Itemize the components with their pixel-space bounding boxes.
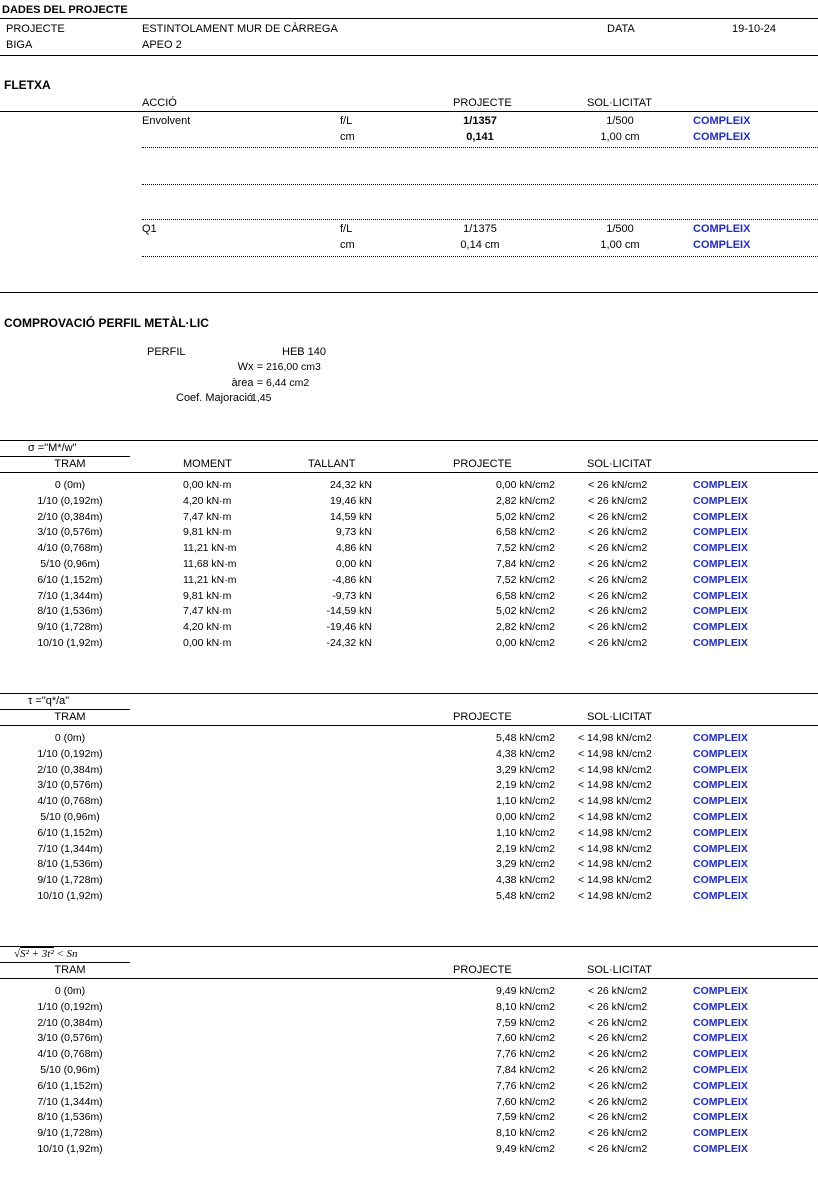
divider [0, 111, 818, 112]
table-row-tram: 4/10 (0,768m) [37, 795, 103, 808]
table-row-tram: 0 (0m) [54, 479, 86, 491]
status-badge: COMPLEIX [693, 779, 748, 792]
status-badge: COMPLEIX [693, 1016, 748, 1029]
table-row-moment: 7,47 kN·m [183, 510, 232, 523]
table-row-projecte: 7,76 kN/cm2 [496, 1079, 555, 1092]
divider [0, 55, 818, 56]
status-badge: COMPLEIX [693, 542, 748, 555]
status-badge: COMPLEIX [693, 1032, 748, 1045]
status-badge: COMPLEIX [693, 826, 748, 839]
table-row-projecte: 8,10 kN/cm2 [496, 1000, 555, 1013]
table-row-tram: 9/10 (1,728m) [37, 1127, 103, 1140]
table-row-tram: 4/10 (0,768m) [37, 1048, 103, 1061]
table-row-projecte: 3,29 kN/cm2 [496, 763, 555, 776]
table-row-sollicitat: < 14,98 kN/cm2 [578, 890, 652, 902]
combined-formula [14, 947, 78, 961]
fletxa-sollicitat: 1/500 [606, 223, 634, 235]
sigma-formula: σ ="M*/w" [28, 442, 77, 454]
table-row-projecte: 5,48 kN/cm2 [496, 732, 555, 744]
table-row-sollicitat: < 14,98 kN/cm2 [578, 858, 652, 871]
table-row-sollicitat: < 26 kN/cm2 [588, 1143, 648, 1155]
col-header-sollicitat: SOL·LICITAT [587, 458, 652, 470]
table-row-sollicitat: < 26 kN/cm2 [588, 1127, 648, 1140]
section-title-perfil: COMPROVACIÓ PERFIL METÀL·LIC [4, 316, 209, 330]
fletxa-sollicitat: 1/500 [606, 115, 634, 127]
divider [0, 978, 818, 979]
dotted-divider [142, 219, 818, 220]
table-row-moment: 0,00 kN·m [183, 637, 232, 649]
table-row-sollicitat: < 26 kN/cm2 [588, 558, 648, 570]
col-header-sollicitat: SOL·LICITAT [587, 964, 652, 976]
divider [0, 18, 818, 19]
table-row-tallant: 4,86 kN [335, 542, 372, 555]
table-row-projecte: 7,76 kN/cm2 [496, 1048, 555, 1061]
fletxa-unit: cm [340, 131, 355, 143]
table-row-moment: 4,20 kN·m [183, 621, 232, 634]
table-row-tram: 6/10 (1,152m) [37, 573, 103, 586]
table-row-projecte: 5,02 kN/cm2 [496, 605, 555, 618]
status-badge: COMPLEIX [693, 890, 748, 902]
table-row-sollicitat: < 26 kN/cm2 [588, 494, 648, 507]
fletxa-unit: cm [340, 239, 355, 251]
table-row-moment: 9,81 kN·m [183, 589, 232, 602]
table-row-tallant: -14,59 kN [326, 605, 372, 618]
perfil-value: HEB 140 [282, 346, 327, 358]
fletxa-projecte: 1/1375 [463, 223, 497, 235]
divider [0, 725, 818, 726]
table-row-sollicitat: < 26 kN/cm2 [588, 1064, 648, 1076]
table-row-tram: 5/10 (0,96m) [40, 558, 100, 570]
table-row-moment: 4,20 kN·m [183, 494, 232, 507]
wx-value: 216,00 cm3 [266, 361, 321, 373]
table-row-projecte: 7,52 kN/cm2 [496, 573, 555, 586]
status-badge: COMPLEIX [693, 239, 751, 251]
status-badge: COMPLEIX [693, 985, 748, 997]
col-header-tallant: TALLANT [308, 458, 356, 470]
tau-formula: τ ="q*/a" [28, 695, 70, 707]
status-badge: COMPLEIX [693, 1000, 748, 1013]
table-row-sollicitat: < 26 kN/cm2 [588, 985, 648, 997]
wx-label: Wx = [237, 361, 263, 373]
table-row-sollicitat: < 26 kN/cm2 [588, 573, 648, 586]
status-badge: COMPLEIX [693, 874, 748, 887]
perfil-label: PERFIL [147, 346, 186, 358]
table-row-tram: 1/10 (0,192m) [37, 747, 103, 760]
status-badge: COMPLEIX [693, 1079, 748, 1092]
table-row-sollicitat: < 14,98 kN/cm2 [578, 842, 652, 855]
fletxa-projecte: 0,14 cm [460, 239, 500, 251]
status-badge: COMPLEIX [693, 1111, 748, 1124]
status-badge: COMPLEIX [693, 115, 751, 127]
table-row-sollicitat: < 26 kN/cm2 [588, 1048, 648, 1061]
table-row-projecte: 8,10 kN/cm2 [496, 1127, 555, 1140]
coef-label: Coef. Majoració [176, 392, 254, 404]
table-row-tram: 8/10 (1,536m) [37, 1111, 103, 1124]
table-row-sollicitat: < 26 kN/cm2 [588, 1016, 648, 1029]
table-row-tram: 1/10 (0,192m) [37, 1000, 103, 1013]
table-row-sollicitat: < 14,98 kN/cm2 [578, 874, 652, 887]
status-badge: COMPLEIX [693, 858, 748, 871]
table-row-sollicitat: < 26 kN/cm2 [588, 1079, 648, 1092]
dotted-divider [142, 147, 818, 148]
table-row-moment: 11,21 kN·m [183, 573, 237, 586]
projecte-value: ESTINTOLAMENT MUR DE CÀRREGA [142, 23, 338, 35]
divider [0, 693, 818, 694]
table-row-sollicitat: < 26 kN/cm2 [588, 542, 648, 555]
table-row-projecte: 7,84 kN/cm2 [496, 1064, 555, 1076]
col-header-projecte: PROJECTE [453, 711, 512, 723]
section-title-fletxa: FLETXA [4, 78, 51, 92]
col-header-tram: TRAM [54, 711, 86, 723]
table-row-tram: 9/10 (1,728m) [37, 874, 103, 887]
col-header-tram: TRAM [54, 964, 86, 976]
status-badge: COMPLEIX [693, 842, 748, 855]
table-row-tram: 0 (0m) [54, 732, 86, 744]
table-row-tram: 2/10 (0,384m) [37, 763, 103, 776]
col-header-tram: TRAM [54, 458, 86, 470]
divider [0, 292, 818, 293]
table-row-projecte: 2,82 kN/cm2 [496, 494, 555, 507]
table-row-projecte: 2,82 kN/cm2 [496, 621, 555, 634]
section-title-dades: DADES DEL PROJECTE [2, 4, 128, 16]
table-row-projecte: 7,59 kN/cm2 [496, 1111, 555, 1124]
table-row-moment: 0,00 kN·m [183, 479, 232, 491]
table-row-tram: 6/10 (1,152m) [37, 826, 103, 839]
table-row-projecte: 4,38 kN/cm2 [496, 747, 555, 760]
data-value: 19-10-24 [732, 23, 777, 35]
table-row-moment: 9,81 kN·m [183, 526, 232, 539]
table-row-tallant: -4,86 kN [332, 573, 372, 586]
status-badge: COMPLEIX [693, 510, 748, 523]
table-row-sollicitat: < 14,98 kN/cm2 [578, 826, 652, 839]
table-row-tallant: -24,32 kN [326, 637, 372, 649]
table-row-sollicitat: < 26 kN/cm2 [588, 510, 648, 523]
divider [0, 440, 818, 441]
status-badge: COMPLEIX [693, 605, 748, 618]
table-row-projecte: 1,10 kN/cm2 [496, 826, 555, 839]
table-row-tallant: -19,46 kN [326, 621, 372, 634]
table-row-projecte: 7,52 kN/cm2 [496, 542, 555, 555]
status-badge: COMPLEIX [693, 589, 748, 602]
col-header-projecte: PROJECTE [453, 97, 512, 109]
table-row-projecte: 1,10 kN/cm2 [496, 795, 555, 808]
table-row-sollicitat: < 26 kN/cm2 [588, 637, 648, 649]
table-row-projecte: 7,60 kN/cm2 [496, 1032, 555, 1045]
biga-label: BIGA [6, 39, 33, 51]
table-row-sollicitat: < 26 kN/cm2 [588, 589, 648, 602]
table-row-tram: 3/10 (0,576m) [37, 526, 103, 539]
table-row-tram: 3/10 (0,576m) [37, 779, 103, 792]
table-row-projecte: 0,00 kN/cm2 [496, 811, 555, 823]
table-row-moment: 11,21 kN·m [183, 542, 237, 555]
formula-radicand: S² + 3t² [20, 948, 54, 960]
table-row-sollicitat: < 26 kN/cm2 [588, 605, 648, 618]
table-row-sollicitat: < 26 kN/cm2 [588, 621, 648, 634]
divider [0, 472, 818, 473]
table-row-sollicitat: < 26 kN/cm2 [588, 1095, 648, 1108]
table-row-tram: 10/10 (1,92m) [37, 637, 103, 649]
table-row-tram: 5/10 (0,96m) [40, 811, 100, 823]
table-row-tram: 2/10 (0,384m) [37, 510, 103, 523]
fletxa-unit: f/L [340, 115, 353, 127]
table-row-moment: 11,68 kN·m [183, 558, 237, 570]
table-row-projecte: 0,00 kN/cm2 [496, 637, 555, 649]
formula-rest: < Sn [56, 948, 78, 960]
status-badge: COMPLEIX [693, 1048, 748, 1061]
table-row-sollicitat: < 14,98 kN/cm2 [578, 779, 652, 792]
divider [0, 946, 818, 947]
coef-value: 1,45 [251, 392, 272, 404]
table-row-tram: 10/10 (1,92m) [37, 1143, 103, 1155]
table-row-tram: 9/10 (1,728m) [37, 621, 103, 634]
fletxa-accio: Envolvent [142, 115, 191, 127]
table-row-projecte: 9,49 kN/cm2 [496, 985, 555, 997]
table-row-sollicitat: < 26 kN/cm2 [588, 1111, 648, 1124]
table-row-tallant: 19,46 kN [329, 494, 372, 507]
status-badge: COMPLEIX [693, 621, 748, 634]
table-row-projecte: 7,84 kN/cm2 [496, 558, 555, 570]
table-row-sollicitat: < 14,98 kN/cm2 [578, 795, 652, 808]
status-badge: COMPLEIX [693, 573, 748, 586]
status-badge: COMPLEIX [693, 526, 748, 539]
status-badge: COMPLEIX [693, 1127, 748, 1140]
table-row-sollicitat: < 26 kN/cm2 [588, 526, 648, 539]
table-row-sollicitat: < 26 kN/cm2 [588, 1032, 648, 1045]
status-badge: COMPLEIX [693, 637, 748, 649]
table-row-projecte: 5,02 kN/cm2 [496, 510, 555, 523]
status-badge: COMPLEIX [693, 811, 748, 823]
table-row-sollicitat: < 14,98 kN/cm2 [578, 747, 652, 760]
col-header-sollicitat: SOL·LICITAT [587, 711, 652, 723]
status-badge: COMPLEIX [693, 1143, 748, 1155]
col-header-sollicitat: SOL·LICITAT [587, 97, 652, 109]
status-badge: COMPLEIX [693, 747, 748, 760]
table-row-projecte: 5,48 kN/cm2 [496, 890, 555, 902]
status-badge: COMPLEIX [693, 558, 748, 570]
table-row-tallant: 9,73 kN [335, 526, 372, 539]
table-row-tram: 7/10 (1,344m) [37, 842, 103, 855]
table-row-tram: 0 (0m) [54, 985, 86, 997]
table-row-sollicitat: < 26 kN/cm2 [588, 479, 648, 491]
col-header-moment: MOMENT [183, 458, 232, 470]
table-row-projecte: 7,60 kN/cm2 [496, 1095, 555, 1108]
table-row-sollicitat: < 14,98 kN/cm2 [578, 811, 652, 823]
area-label: àrea = [231, 377, 263, 389]
table-row-tallant: 0,00 kN [335, 558, 372, 570]
status-badge: COMPLEIX [693, 494, 748, 507]
table-row-tallant: 14,59 kN [329, 510, 372, 523]
status-badge: COMPLEIX [693, 795, 748, 808]
table-row-tram: 6/10 (1,152m) [37, 1079, 103, 1092]
table-row-projecte: 9,49 kN/cm2 [496, 1143, 555, 1155]
table-row-tram: 4/10 (0,768m) [37, 542, 103, 555]
col-header-projecte: PROJECTE [453, 964, 512, 976]
table-row-tram: 10/10 (1,92m) [37, 890, 103, 902]
table-row-tallant: 24,32 kN [329, 479, 372, 491]
fletxa-sollicitat: 1,00 cm [600, 239, 640, 251]
area-value: 6,44 cm2 [266, 377, 310, 389]
table-row-projecte: 2,19 kN/cm2 [496, 842, 555, 855]
sqrt-icon: √ [14, 948, 21, 960]
table-row-projecte: 7,59 kN/cm2 [496, 1016, 555, 1029]
status-badge: COMPLEIX [693, 1064, 748, 1076]
fletxa-sollicitat: 1,00 cm [600, 131, 640, 143]
table-row-tram: 7/10 (1,344m) [37, 1095, 103, 1108]
table-row-projecte: 0,00 kN/cm2 [496, 479, 555, 491]
col-header-accio: ACCIÓ [142, 97, 177, 109]
biga-value: APEO 2 [142, 39, 182, 51]
fletxa-projecte: 0,141 [466, 131, 494, 143]
table-row-sollicitat: < 14,98 kN/cm2 [578, 763, 652, 776]
status-badge: COMPLEIX [693, 479, 748, 491]
table-row-tallant: -9,73 kN [332, 589, 372, 602]
table-row-tram: 8/10 (1,536m) [37, 605, 103, 618]
table-row-tram: 5/10 (0,96m) [40, 1064, 100, 1076]
dotted-divider [142, 256, 818, 257]
projecte-label: PROJECTE [6, 23, 65, 35]
table-row-sollicitat: < 26 kN/cm2 [588, 1000, 648, 1013]
table-row-tram: 3/10 (0,576m) [37, 1032, 103, 1045]
col-header-projecte: PROJECTE [453, 458, 512, 470]
table-row-moment: 7,47 kN·m [183, 605, 232, 618]
table-row-tram: 2/10 (0,384m) [37, 1016, 103, 1029]
dotted-divider [142, 184, 818, 185]
table-row-projecte: 3,29 kN/cm2 [496, 858, 555, 871]
fletxa-projecte: 1/1357 [463, 115, 497, 127]
table-row-projecte: 6,58 kN/cm2 [496, 589, 555, 602]
table-row-tram: 7/10 (1,344m) [37, 589, 103, 602]
table-row-projecte: 2,19 kN/cm2 [496, 779, 555, 792]
status-badge: COMPLEIX [693, 732, 748, 744]
table-row-projecte: 6,58 kN/cm2 [496, 526, 555, 539]
data-label: DATA [607, 23, 635, 35]
fletxa-accio: Q1 [142, 223, 157, 235]
status-badge: COMPLEIX [693, 1095, 748, 1108]
table-row-tram: 1/10 (0,192m) [37, 494, 103, 507]
fletxa-unit: f/L [340, 223, 353, 235]
table-row-sollicitat: < 14,98 kN/cm2 [578, 732, 652, 744]
status-badge: COMPLEIX [693, 131, 751, 143]
table-row-tram: 8/10 (1,536m) [37, 858, 103, 871]
table-row-projecte: 4,38 kN/cm2 [496, 874, 555, 887]
status-badge: COMPLEIX [693, 763, 748, 776]
status-badge: COMPLEIX [693, 223, 751, 235]
